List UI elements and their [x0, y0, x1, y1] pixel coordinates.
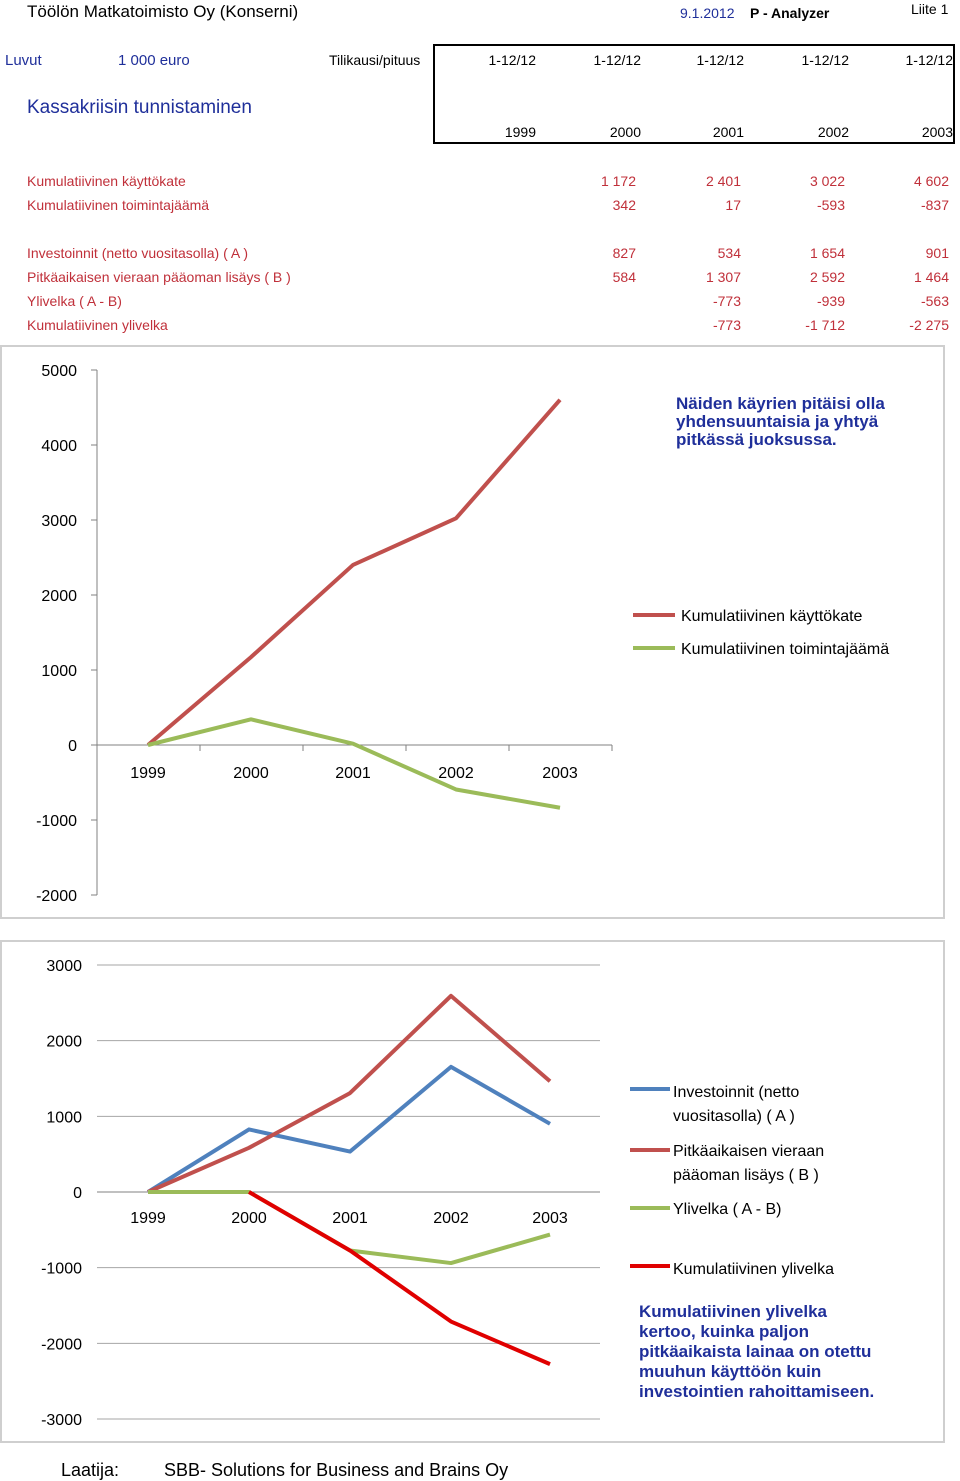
- series-line-2: [148, 719, 560, 807]
- y-tick-label: 1000: [41, 663, 77, 680]
- x-tick-label: 2002: [438, 765, 474, 782]
- series-line-4: [249, 1192, 550, 1364]
- x-tick-label: 1999: [130, 765, 166, 782]
- row-value: -773: [712, 317, 741, 333]
- period-2: 1-12/12: [593, 52, 641, 68]
- row-value: -593: [816, 197, 845, 213]
- row-value: 1 172: [600, 173, 636, 189]
- period-1: 1-12/12: [488, 52, 536, 68]
- chart-2: [0, 940, 945, 1443]
- section-title: Kassakriisin tunnistaminen: [27, 97, 252, 118]
- row-value: 2 401: [705, 173, 741, 189]
- row-value: 534: [717, 245, 741, 261]
- legend-label: Pitkäaikaisen vieraan pääoman lisäys ( B ): [673, 1143, 825, 1184]
- attachment-label: Liite 1: [911, 1, 949, 17]
- legend-label: Kumulatiivinen käyttökate: [681, 608, 863, 625]
- y-tick-label: 3000: [41, 513, 77, 530]
- x-tick-label: 2003: [532, 1210, 568, 1227]
- x-tick-label: 2001: [335, 765, 371, 782]
- y-tick-label: 3000: [46, 958, 82, 975]
- y-tick-label: -1000: [41, 1260, 82, 1278]
- row-value: 584: [612, 269, 636, 285]
- row-label: Investoinnit (netto vuositasolla) ( A ): [27, 245, 248, 261]
- row-label: Pitkäaikaisen vieraan pääoman lisäys ( B ): [27, 269, 291, 285]
- x-tick-label: 2002: [433, 1210, 469, 1227]
- row-value: 1 654: [809, 245, 845, 261]
- report-date: 9.1.2012: [680, 5, 735, 21]
- row-value: 2 592: [809, 269, 845, 285]
- y-tick-label: 2000: [46, 1033, 82, 1051]
- x-tick-label: 2001: [332, 1210, 368, 1227]
- y-tick-label: 0: [73, 1185, 82, 1202]
- legend-label: Ylivelka ( A - B): [673, 1201, 782, 1218]
- row-value: -773: [712, 293, 741, 309]
- footer-value: SBB- Solutions for Business and Brains Oy: [164, 1460, 509, 1480]
- series-line-1: [148, 1067, 550, 1192]
- year-2: 2000: [609, 124, 641, 140]
- row-value: -939: [816, 293, 845, 309]
- legend-label: Kumulatiivinen toimintajäämä: [681, 641, 890, 658]
- y-tick-label: 5000: [41, 363, 77, 380]
- y-tick-label: -3000: [41, 1412, 82, 1429]
- row-value: 1 307: [705, 269, 741, 285]
- y-tick-label: -2000: [36, 888, 77, 905]
- y-tick-label: 4000: [41, 438, 77, 455]
- footer-label: Laatija:: [61, 1460, 120, 1480]
- year-3: 2001: [712, 124, 744, 140]
- x-tick-label: 2000: [233, 765, 269, 782]
- y-tick-label: -2000: [41, 1336, 82, 1354]
- row-value: 901: [925, 245, 949, 261]
- chart-1: [0, 345, 945, 919]
- units-label: Luvut: [5, 52, 42, 69]
- period-4: 1-12/12: [801, 52, 849, 68]
- series-line-1: [148, 400, 560, 745]
- row-value: 4 602: [913, 173, 949, 189]
- row-value: 3 022: [809, 173, 845, 189]
- x-tick-label: 2000: [231, 1210, 267, 1227]
- report-title: Töölön Matkatoimisto Oy (Konserni): [27, 2, 299, 21]
- year-5: 2003: [921, 124, 953, 140]
- period-5: 1-12/12: [905, 52, 953, 68]
- x-tick-label: 1999: [130, 1210, 166, 1227]
- legend-label: Investoinnit (netto vuositasolla) ( A ): [673, 1084, 800, 1125]
- row-value: 1 464: [913, 269, 949, 285]
- y-tick-label: 2000: [41, 588, 77, 605]
- y-tick-label: 0: [68, 738, 77, 755]
- row-value: -563: [920, 293, 949, 309]
- row-value: -837: [920, 197, 949, 213]
- row-value: 342: [612, 197, 636, 213]
- row-value: 827: [612, 245, 636, 261]
- row-label: Ylivelka ( A - B): [27, 293, 122, 309]
- row-value: 17: [725, 197, 741, 213]
- row-label: Kumulatiivinen ylivelka: [27, 317, 168, 333]
- period-label: Tilikausi/pituus: [329, 52, 421, 68]
- year-1: 1999: [504, 124, 536, 140]
- row-value: -1 712: [805, 317, 845, 333]
- row-label: Kumulatiivinen toimintajäämä: [27, 197, 210, 213]
- row-label: Kumulatiivinen käyttökate: [27, 173, 186, 189]
- row-value: -2 275: [909, 317, 949, 333]
- y-tick-label: -1000: [36, 813, 77, 830]
- year-4: 2002: [817, 124, 849, 140]
- series-line-2: [148, 996, 550, 1192]
- y-tick-label: 1000: [46, 1109, 82, 1127]
- units-value: 1 000 euro: [118, 52, 190, 69]
- period-3: 1-12/12: [696, 52, 744, 68]
- legend-label: Kumulatiivinen ylivelka: [673, 1261, 834, 1278]
- series-line-3: [148, 1192, 550, 1263]
- chart-1-annotation: Näiden käyrien pitäisi olla yhdensuuntaisia ja yhtyä pitkässä juoksussa.: [676, 394, 885, 449]
- chart-2-annotation: Kumulatiivinen ylivelka kertoo, kuinka paljon pitkäaikaista lainaa on otettu muuhun käyttöön kuin investointien rahoittamiseen.: [639, 1302, 875, 1401]
- x-tick-label: 2003: [542, 765, 578, 782]
- analyzer-label: P - Analyzer: [750, 5, 830, 21]
